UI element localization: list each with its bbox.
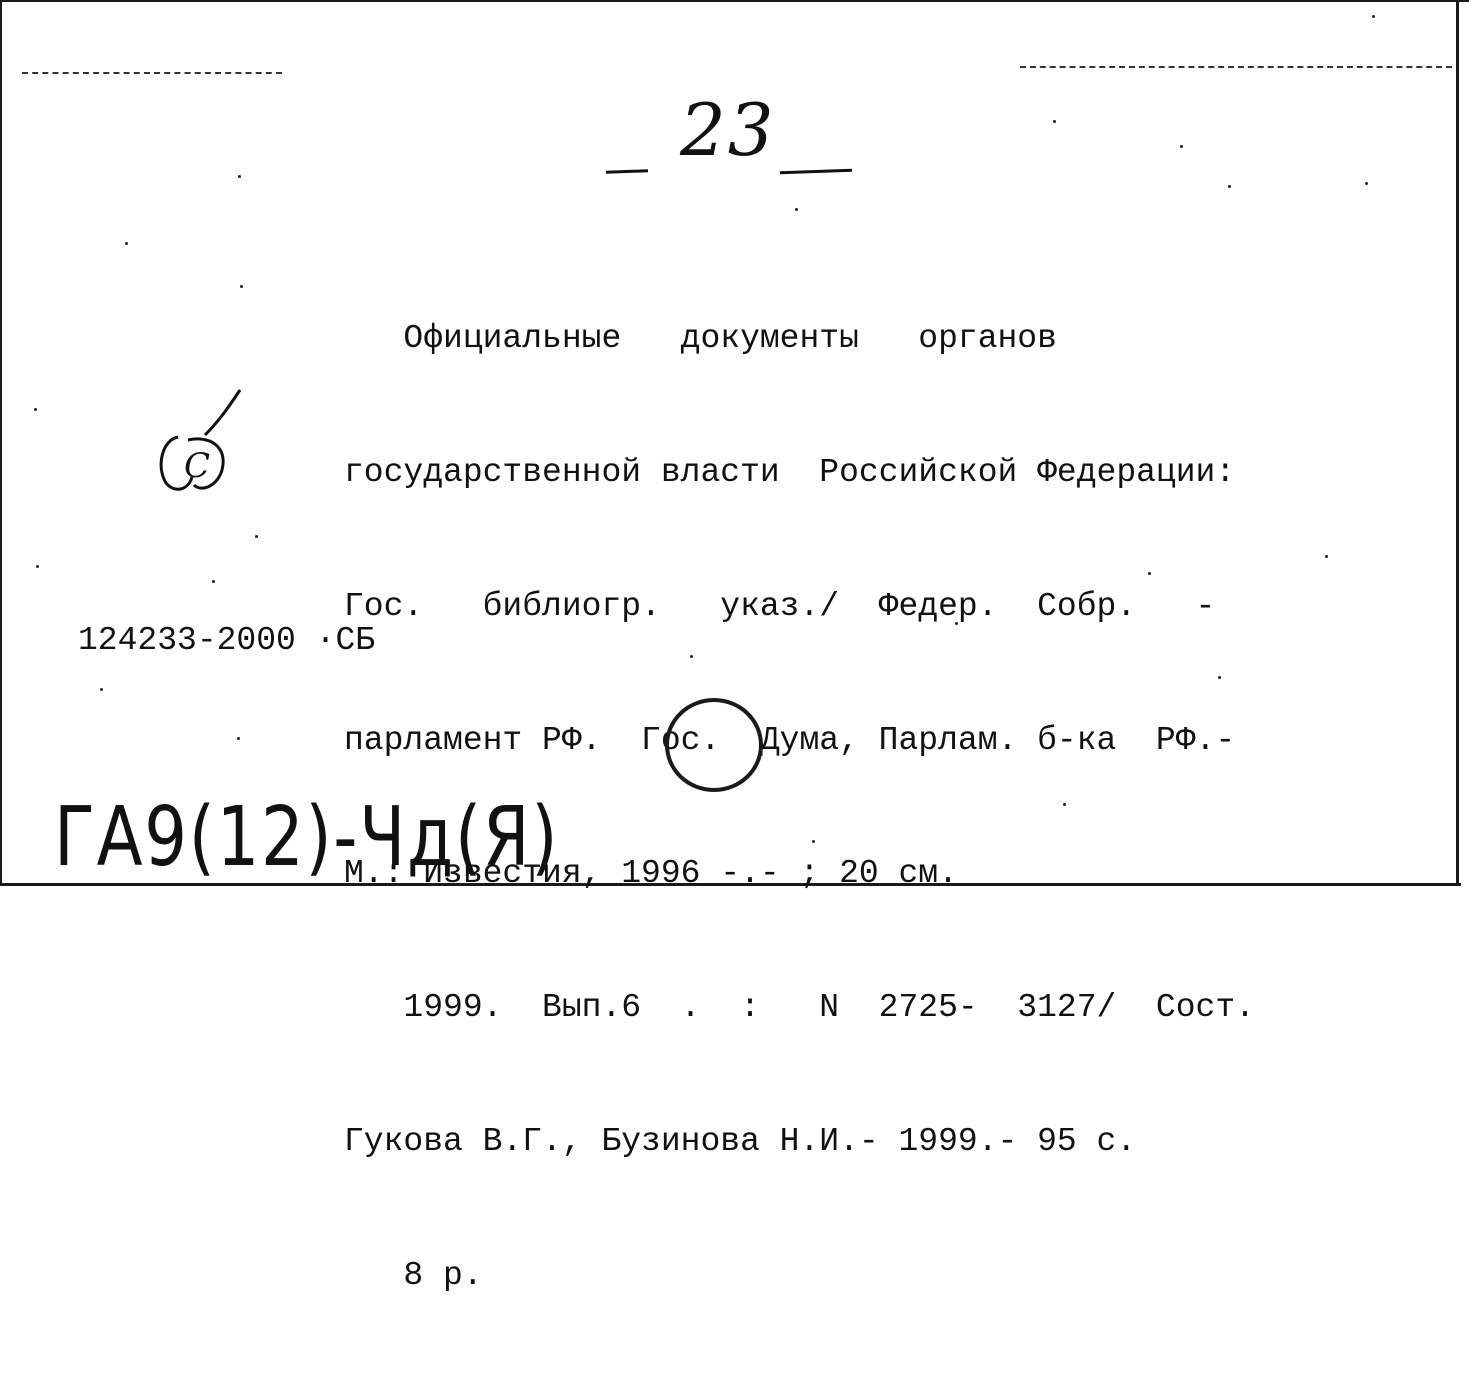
description-line: М.: Известия, 1996 -.- ; 20 см. — [344, 855, 958, 893]
scan-speck — [1365, 182, 1368, 185]
description-line: Гос. библиогр. указ./ Федер. Собр. - — [344, 587, 1216, 625]
handwritten-page-number: 23 — [680, 88, 776, 172]
circled-letter-mark — [150, 385, 250, 500]
scan-speck — [240, 285, 243, 288]
card-punch-hole — [665, 698, 763, 792]
page-number-dash-left — [606, 169, 648, 173]
scan-speck — [1180, 145, 1183, 148]
description-line: парламент РФ. Гос. Дума, Парлам. б-ка РФ.- — [344, 721, 1236, 759]
dashed-rule-right — [1020, 66, 1452, 68]
dashed-rule-left — [22, 72, 282, 74]
scan-speck — [1053, 120, 1056, 123]
inventory-number: 124233-2000 ·СБ — [78, 622, 376, 659]
description-line: Гукова В.Г., Бузинова Н.И.- 1999.- 95 с. — [344, 1122, 1137, 1160]
scan-speck — [100, 688, 103, 691]
handwritten-shelf-mark: ГА9(12)-Чд(Я) — [54, 790, 560, 885]
scan-speck — [212, 580, 215, 583]
description-line: государственной власти Российской Федерации: — [344, 453, 1236, 491]
scan-speck — [255, 535, 258, 538]
description-line: Официальные документы органов — [344, 320, 1057, 358]
description-line: 8 р. — [344, 1256, 483, 1294]
scan-speck — [34, 408, 37, 411]
scan-speck — [1372, 15, 1375, 18]
scan-speck — [237, 737, 240, 740]
scan-speck — [36, 565, 39, 568]
card-border-top — [0, 0, 1469, 2]
page-number-dash-right — [780, 169, 852, 175]
scan-speck — [125, 242, 128, 245]
card-border-right — [1456, 0, 1459, 886]
card-border-left — [0, 0, 2, 886]
description-line: 1999. Вып.6 . : N 2725- 3127/ Сост. — [344, 989, 1255, 1027]
circled-mark-letter: С — [184, 446, 211, 486]
scan-speck — [238, 175, 241, 178]
scan-speck — [1228, 185, 1231, 188]
scan-speck — [795, 208, 798, 211]
